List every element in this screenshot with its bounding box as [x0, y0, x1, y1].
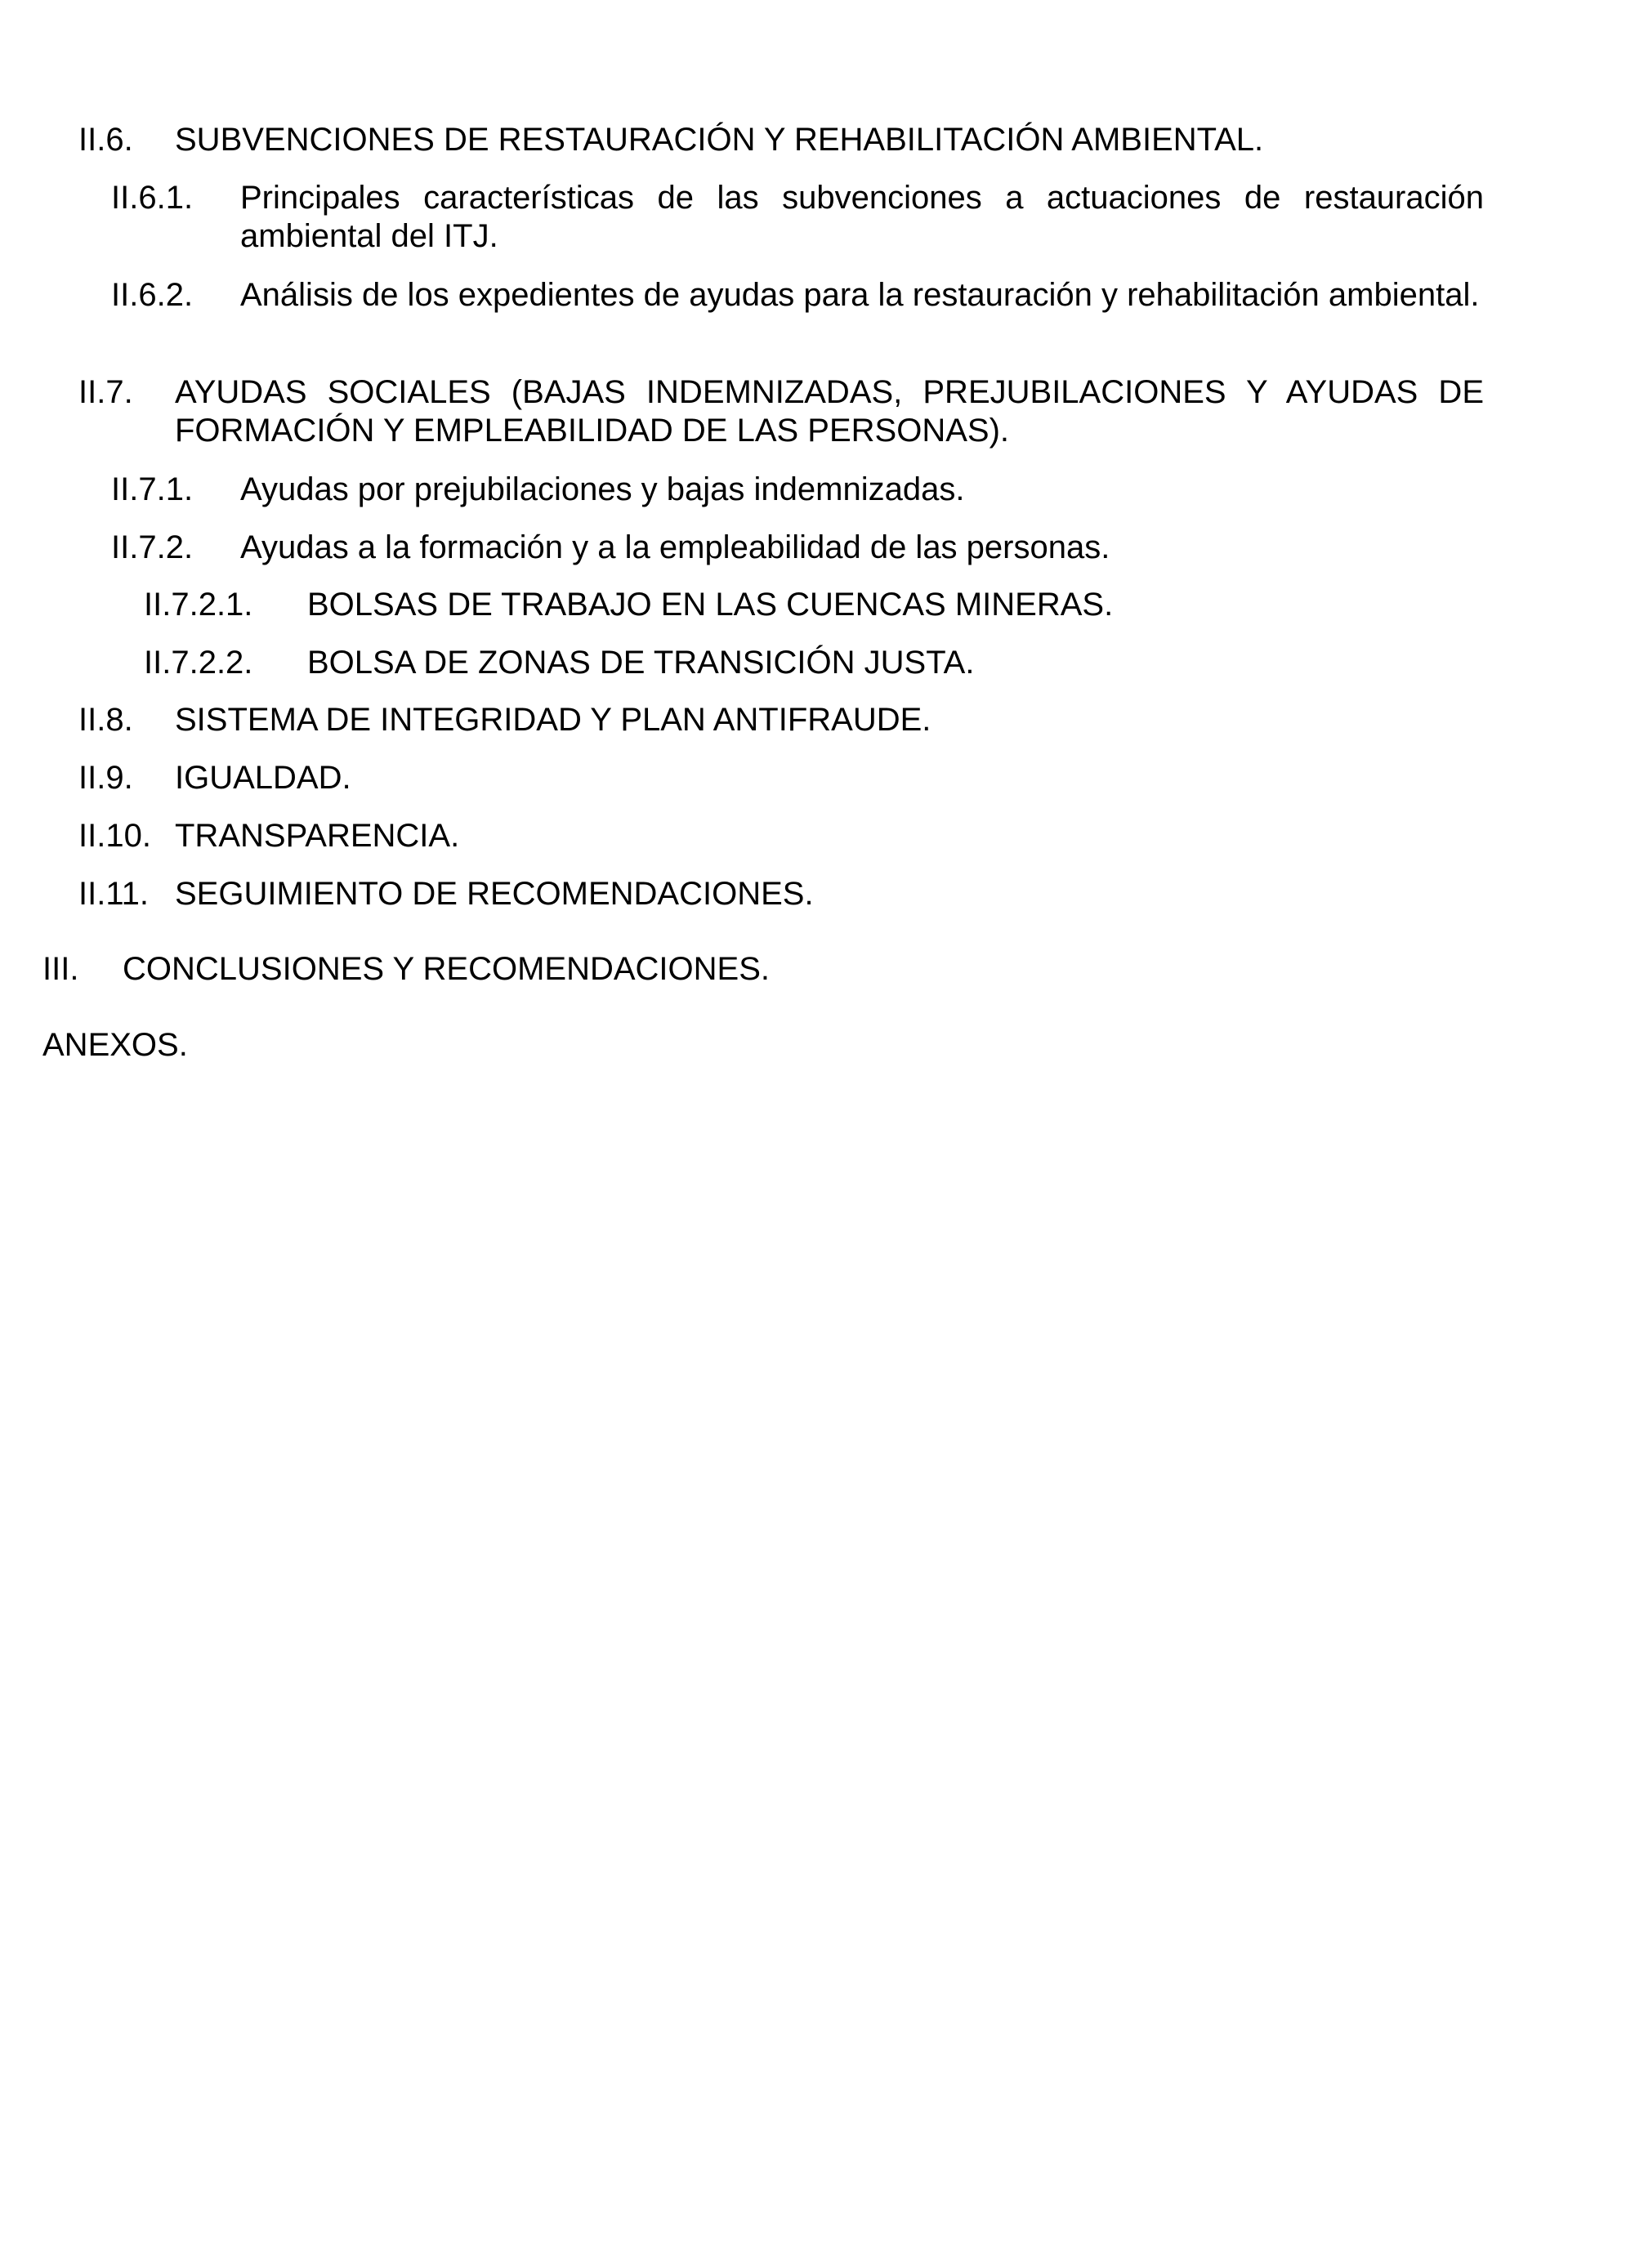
toc-entry-number: II.6.	[78, 122, 133, 158]
toc-entry-title: AYUDAS SOCIALES (BAJAS INDEMNIZADAS, PREJUBILACIONES Y AYUDAS DE FORMACIÓN Y EMPLEABILIDAD DE LAS PERSONAS).	[175, 374, 1484, 449]
toc-entry-number: III.	[42, 951, 79, 987]
toc-entry-number: II.7.	[78, 374, 133, 410]
toc-entry-title: IGUALDAD.	[175, 760, 351, 796]
toc-entry-number: II.9.	[78, 760, 133, 796]
toc-entry-title: BOLSAS DE TRABAJO EN LAS CUENCAS MINERAS.	[307, 587, 1114, 623]
toc-entry-title: CONCLUSIONES Y RECOMENDACIONES.	[123, 951, 771, 987]
toc-entry-title: BOLSA DE ZONAS DE TRANSICIÓN JUSTA.	[307, 645, 975, 681]
toc-entry-number: II.11.	[78, 876, 149, 912]
toc-entry-title: SEGUIMIENTO DE RECOMENDACIONES.	[175, 876, 814, 912]
toc-entry-number: II.7.1.	[111, 471, 194, 507]
toc-entry-number: II.7.2.1.	[144, 587, 253, 623]
toc-entry-number: II.7.2.2.	[144, 645, 253, 681]
toc-entry-number: II.10.	[78, 818, 151, 854]
toc-entry-title: Ayudas a la formación y a la empleabilidad de las personas.	[240, 529, 1110, 565]
toc-entry-number: II.8.	[78, 702, 133, 738]
toc-entry-title: Ayudas por prejubilaciones y bajas indemnizadas.	[240, 471, 965, 507]
toc-entry-title: SISTEMA DE INTEGRIDAD Y PLAN ANTIFRAUDE.	[175, 702, 931, 738]
toc-entry-number: II.6.2.	[111, 277, 194, 313]
toc-entry-title: Principales características de las subvenciones a actuaciones de restauración ambiental del ITJ.	[240, 180, 1484, 254]
toc-entry-number: II.6.1.	[111, 180, 194, 216]
toc-entry-title: SUBVENCIONES DE RESTAURACIÓN Y REHABILITACIÓN AMBIENTAL.	[175, 122, 1264, 158]
toc-entry-number: II.7.2.	[111, 529, 194, 565]
toc-entry-title: TRANSPARENCIA.	[175, 818, 460, 854]
toc-entry-title: ANEXOS.	[42, 1027, 188, 1063]
toc-entry-title: Análisis de los expedientes de ayudas para la restauración y rehabilitación ambiental.	[240, 277, 1480, 313]
